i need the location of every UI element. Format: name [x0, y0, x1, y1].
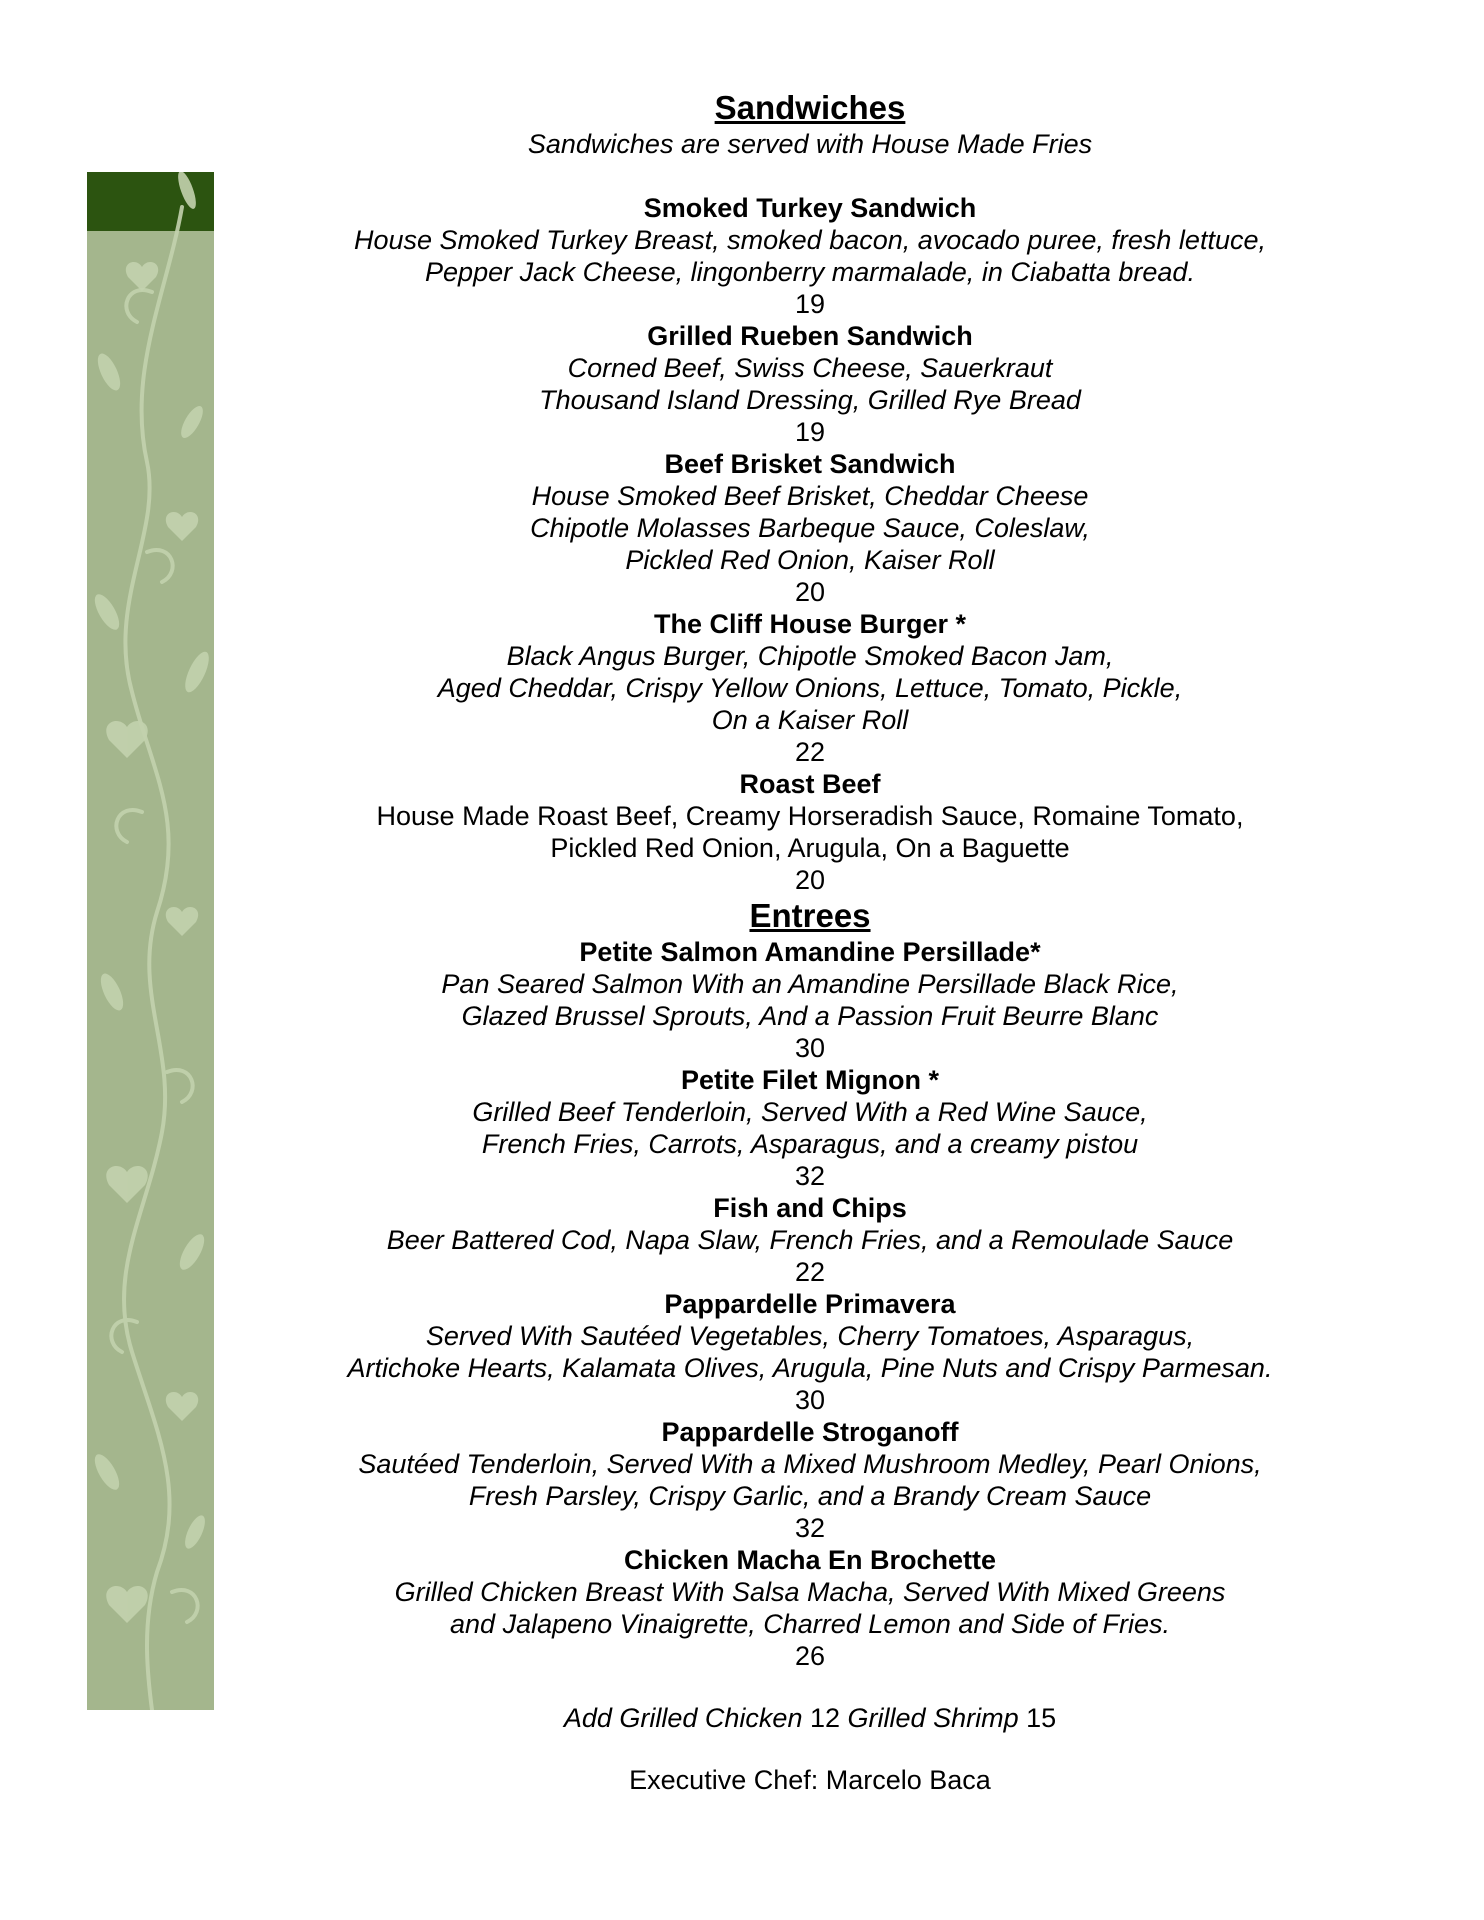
entrees-title: Entrees — [749, 897, 871, 934]
sandwiches-title: Sandwiches — [714, 89, 906, 126]
item-price: 32 — [794, 1161, 826, 1191]
menu-item-petite-filet — [280, 1064, 1340, 1192]
item-description: Beer Battered Cod, Napa Slaw, French Fries, and a Remoulade Sauce — [386, 1225, 1234, 1255]
item-price: 30 — [794, 1033, 826, 1063]
add-shrimp-label: Grilled Shrimp — [847, 1703, 1019, 1733]
menu-content — [280, 88, 1340, 1796]
item-description: Pan Seared Salmon With an Amandine Persillade Black Rice, Glazed Brussel Sprouts, And a Passion Fruit Beurre Blanc — [441, 969, 1179, 1031]
item-description: Grilled Chicken Breast With Salsa Macha, Served With Mixed Greens and Jalapeno Vinaigrette, Charred Lemon and Side of Fries. — [394, 1577, 1226, 1639]
decorative-side-band — [87, 172, 214, 1710]
item-price: 32 — [794, 1513, 826, 1543]
item-price: 30 — [794, 1385, 826, 1415]
item-description: House Smoked Turkey Breast, smoked bacon, avocado puree, fresh lettuce, Pepper Jack Cheese, lingonberry marmalade, in Ciabatta bread. — [354, 225, 1266, 287]
item-description: Black Angus Burger, Chipotle Smoked Bacon Jam, Aged Cheddar, Crispy Yellow Onions, Lettuce, Tomato, Pickle, On a Kaiser Roll — [437, 641, 1183, 735]
item-description: Grilled Beef Tenderloin, Served With a Red Wine Sauce, French Fries, Carrots, Asparagus, and a creamy pistou — [472, 1097, 1148, 1159]
menu-item-fish-and-chips — [280, 1192, 1340, 1288]
item-name: Pappardelle Stroganoff — [661, 1417, 959, 1447]
item-price: 22 — [794, 1257, 826, 1287]
menu-item-smoked-turkey — [280, 192, 1340, 320]
menu-item-petite-salmon — [280, 936, 1340, 1064]
menu-item-grilled-rueben — [280, 320, 1340, 448]
add-shrimp-price: 15 — [1026, 1703, 1057, 1733]
item-name: Fish and Chips — [713, 1193, 907, 1223]
item-description: House Smoked Beef Brisket, Cheddar Cheese Chipotle Molasses Barbeque Sauce, Coleslaw, Pickled Red Onion, Kaiser Roll — [530, 481, 1090, 575]
menu-item-beef-brisket — [280, 448, 1340, 608]
item-name: Smoked Turkey Sandwich — [643, 193, 977, 223]
executive-chef-line: Executive Chef: Marcelo Baca — [629, 1765, 991, 1795]
menu-item-pappardelle-stroganoff — [280, 1416, 1340, 1544]
item-name: Petite Filet Mignon * — [680, 1065, 939, 1095]
menu-item-cliff-house-burger — [280, 608, 1340, 768]
menu-item-pappardelle-primavera — [280, 1288, 1340, 1416]
menu-item-roast-beef — [280, 768, 1340, 896]
item-price: 19 — [794, 289, 826, 319]
item-description: Served With Sautéed Vegetables, Cherry Tomatoes, Asparagus, Artichoke Hearts, Kalamata Olives, Arugula, Pine Nuts and Crispy Parmesan. — [347, 1321, 1273, 1383]
item-description: Sautéed Tenderloin, Served With a Mixed Mushroom Medley, Pearl Onions, Fresh Parsley, Crispy Garlic, and a Brandy Cream Sauce — [358, 1449, 1262, 1511]
add-ons-line — [280, 1702, 1340, 1734]
item-name: Grilled Rueben Sandwich — [647, 321, 973, 351]
sandwiches-subtitle: Sandwiches are served with House Made Fries — [527, 129, 1093, 159]
item-price: 19 — [794, 417, 826, 447]
floral-ornament-icon — [87, 172, 214, 1710]
item-price: 26 — [794, 1641, 826, 1671]
item-price: 20 — [794, 865, 826, 895]
item-description: Corned Beef, Swiss Cheese, Sauerkraut Thousand Island Dressing, Grilled Rye Bread — [539, 353, 1081, 415]
add-chicken-label: Add Grilled Chicken — [563, 1703, 803, 1733]
item-name: Pappardelle Primavera — [664, 1289, 956, 1319]
item-name: Roast Beef — [739, 769, 881, 799]
item-price: 22 — [794, 737, 826, 767]
item-name: Chicken Macha En Brochette — [623, 1545, 997, 1575]
item-name: Beef Brisket Sandwich — [664, 449, 956, 479]
item-name: Petite Salmon Amandine Persillade* — [579, 937, 1041, 967]
item-price: 20 — [794, 577, 826, 607]
menu-item-chicken-macha — [280, 1544, 1340, 1672]
item-description: House Made Roast Beef, Creamy Horseradish Sauce, Romaine Tomato, Pickled Red Onion, Arugula, On a Baguette — [376, 801, 1244, 863]
item-name: The Cliff House Burger * — [653, 609, 967, 639]
add-chicken-price: 12 — [809, 1703, 841, 1733]
